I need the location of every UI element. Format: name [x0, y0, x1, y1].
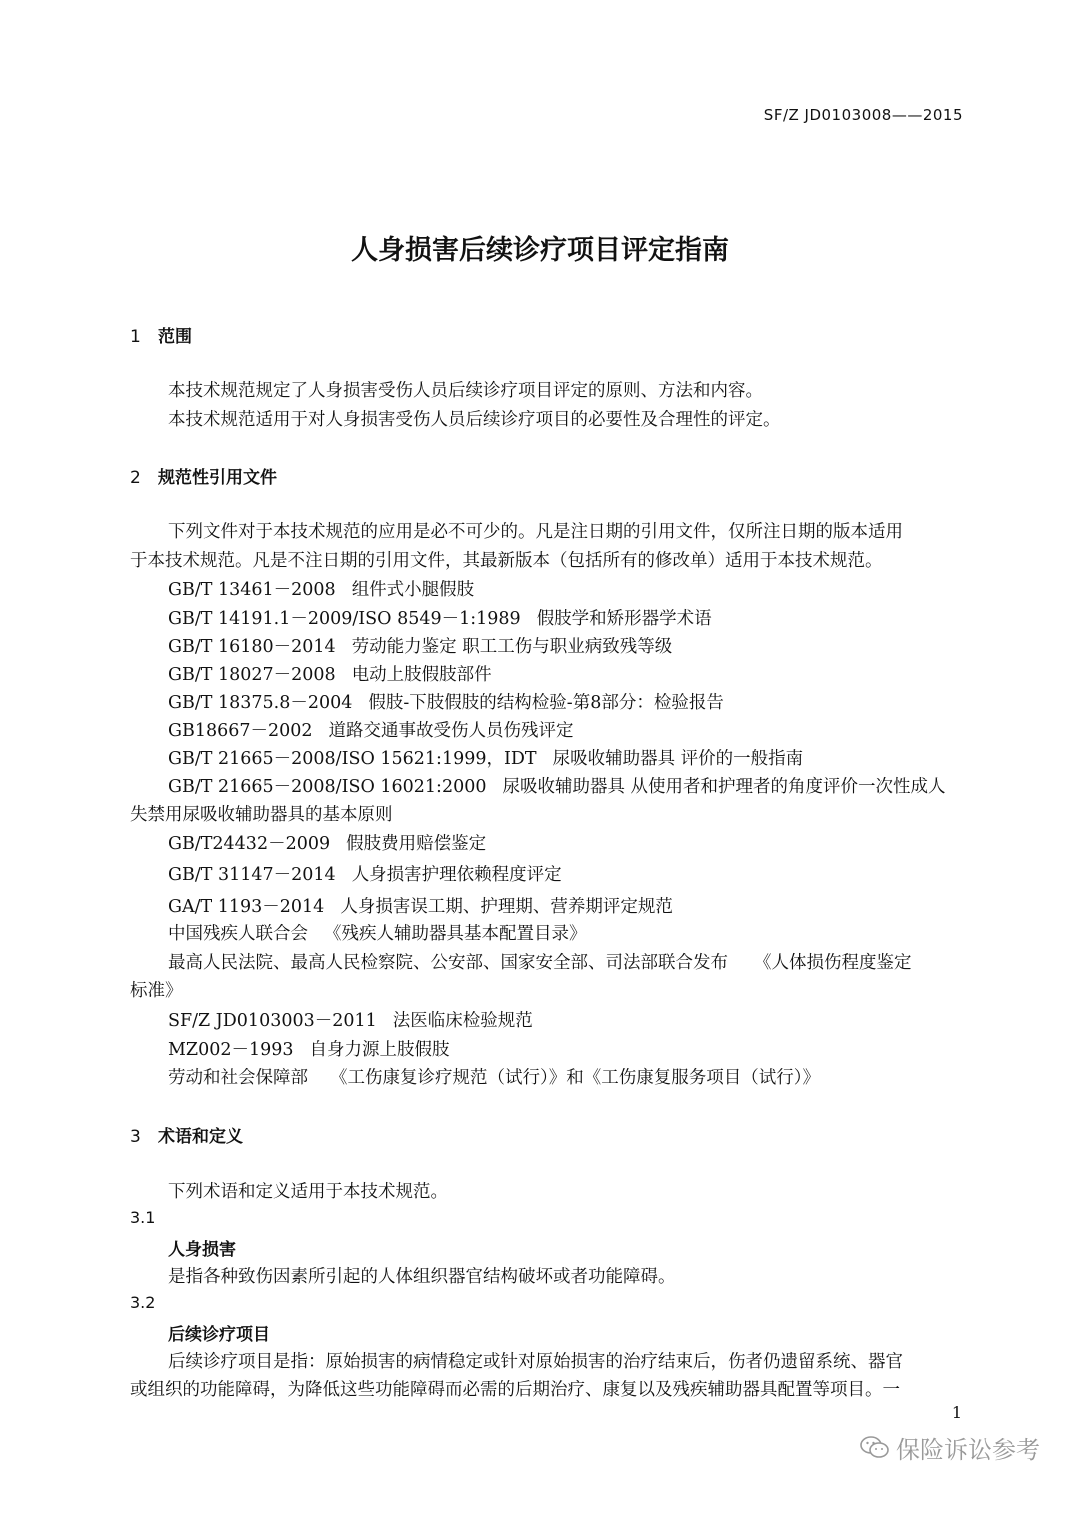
reference-code: GB/T24432－2009 — [168, 834, 331, 854]
term-name: 人身损害 — [168, 1240, 236, 1260]
reference-item — [168, 1064, 820, 1089]
reference-item — [168, 893, 673, 918]
reference-code: 中国残疾人联合会 — [168, 924, 308, 944]
reference-item — [168, 920, 587, 945]
reference-item — [168, 633, 672, 658]
reference-code: GB/T 16180－2014 — [168, 637, 336, 657]
reference-code: 劳动和社会保障部 — [168, 1068, 308, 1088]
reference-item — [168, 605, 712, 630]
reference-code: GB/T 18027－2008 — [168, 665, 336, 685]
reference-code: GB18667－2002 — [168, 721, 313, 741]
reference-code: GB/T 21665－2008/ISO 16021:2000 — [168, 777, 487, 797]
reference-title: 假肢费用赔偿鉴定 — [346, 834, 487, 854]
section-number: 3 — [130, 1127, 141, 1147]
reference-item — [168, 861, 562, 886]
term-name: 后续诊疗项目 — [168, 1325, 270, 1345]
section-2-heading — [130, 463, 277, 488]
paragraph: 本技术规范规定了人身损害受伤人员后续诊疗项目评定的原则、方法和内容。 — [168, 381, 763, 401]
paragraph: 下列术语和定义适用于本技术规范。 — [168, 1182, 448, 1202]
reference-title: 电动上肢假肢部件 — [351, 665, 492, 685]
reference-title: 尿吸收辅助器具 从使用者和护理者的角度评价一次性成人 — [502, 777, 946, 797]
reference-code: GB/T 21665－2008/ISO 15621:1999，IDT — [168, 749, 537, 769]
reference-code: GB/T 18375.8－2004 — [168, 693, 353, 713]
reference-continuation: 失禁用尿吸收辅助器具的基本原则 — [130, 805, 393, 825]
reference-title: 人身损害护理依赖程度评定 — [351, 865, 562, 885]
section-3-heading — [130, 1122, 243, 1147]
reference-item — [168, 1036, 450, 1061]
reference-title: 道路交通事故受伤人员伤残评定 — [328, 721, 574, 741]
reference-item — [168, 745, 803, 770]
reference-title: 人身损害误工期、护理期、营养期评定规范 — [340, 897, 673, 917]
reference-title: 《残疾人辅助器具基本配置目录》 — [324, 924, 587, 944]
page-number: 1 — [951, 1403, 962, 1422]
reference-title: 《人体损伤程度鉴定 — [754, 953, 912, 973]
reference-title: 劳动能力鉴定 职工工伤与职业病致残等级 — [351, 637, 673, 657]
reference-title: 自身力源上肢假肢 — [309, 1040, 450, 1060]
reference-code: GA/T 1193－2014 — [168, 897, 325, 917]
reference-title: 组件式小腿假肢 — [351, 580, 475, 600]
standard-code: SF/Z JD0103008——2015 — [763, 106, 963, 124]
reference-code: 最高人民法院、最高人民检察院、公安部、国家安全部、司法部联合发布 — [168, 953, 728, 973]
section-number: 2 — [130, 468, 141, 488]
wechat-icon — [860, 1435, 890, 1461]
section-title: 术语和定义 — [158, 1127, 243, 1147]
term-number: 3.1 — [130, 1208, 156, 1227]
reference-title: 《工伤康复诊疗规范（试行）》和《工伤康复服务项目（试行）》 — [330, 1068, 820, 1088]
reference-item — [168, 949, 912, 974]
term-definition: 后续诊疗项目是指：原始损害的病情稳定或针对原始损害的治疗结束后，伤者仍遗留系统、器官 — [168, 1352, 903, 1372]
reference-item — [168, 689, 724, 714]
reference-code: GB/T 31147－2014 — [168, 865, 336, 885]
reference-item — [168, 661, 492, 686]
reference-code: MZ002－1993 — [168, 1040, 294, 1060]
reference-item — [168, 1007, 533, 1032]
reference-title: 尿吸收辅助器具 评价的一般指南 — [552, 749, 804, 769]
reference-title: 假肢-下肢假肢的结构检验-第8部分：检验报告 — [368, 693, 724, 713]
section-title: 范围 — [158, 327, 192, 347]
term-definition: 或组织的功能障碍，为降低这些功能障碍而必需的后期治疗、康复以及残疾辅助器具配置等项目。一 — [130, 1380, 900, 1400]
section-title: 规范性引用文件 — [158, 468, 277, 488]
watermark — [860, 1430, 1040, 1465]
paragraph: 本技术规范适用于对人身损害受伤人员后续诊疗项目的必要性及合理性的评定。 — [168, 410, 781, 430]
section-number: 1 — [130, 327, 141, 347]
reference-item — [168, 830, 486, 855]
reference-item — [168, 717, 574, 742]
term-number: 3.2 — [130, 1293, 156, 1312]
reference-code: GB/T 14191.1－2009/ISO 8549－1:1989 — [168, 609, 521, 629]
document-title: 人身损害后续诊疗项目评定指南 — [351, 235, 729, 266]
term-definition: 是指各种致伤因素所引起的人体组织器官结构破坏或者功能障碍。 — [168, 1267, 676, 1287]
reference-title: 法医临床检验规范 — [392, 1011, 533, 1031]
reference-code: SF/Z JD0103003－2011 — [168, 1011, 377, 1031]
watermark-text: 保险诉讼参考 — [896, 1436, 1040, 1464]
reference-item — [168, 576, 474, 601]
reference-title: 假肢学和矫形器学术语 — [536, 609, 712, 629]
reference-continuation: 标准》 — [130, 981, 183, 1001]
paragraph-line: 于本技术规范。凡是不注日期的引用文件，其最新版本（包括所有的修改单）适用于本技术规范。 — [130, 551, 883, 571]
section-1-heading — [130, 322, 192, 347]
paragraph-line: 下列文件对于本技术规范的应用是必不可少的。凡是注日期的引用文件，仅所注日期的版本适用 — [168, 522, 903, 542]
reference-code: GB/T 13461－2008 — [168, 580, 336, 600]
reference-item — [168, 773, 946, 798]
